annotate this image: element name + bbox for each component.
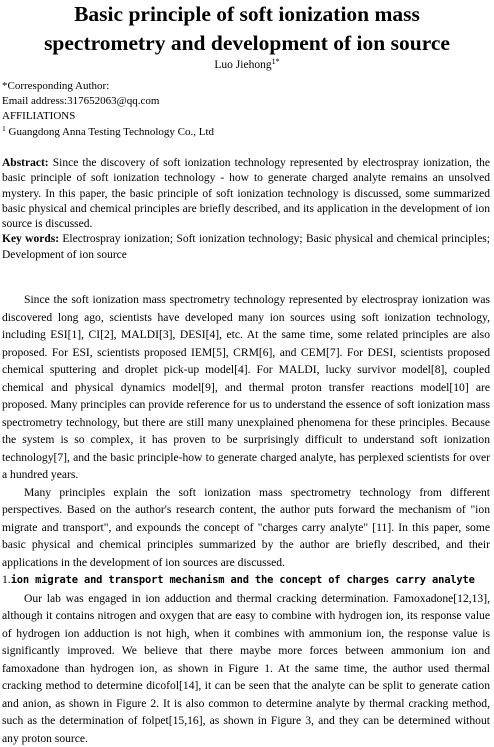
corresponding-author: *Corresponding Author: [2, 79, 482, 94]
author-mark: 1* [272, 57, 280, 66]
abstract-label: Abstract: [2, 157, 49, 169]
paper-title-line-2: spectrometry and development of ion source [0, 29, 494, 58]
author-line [0, 58, 494, 73]
author-metadata [2, 79, 482, 140]
abstract-block [2, 156, 490, 263]
paper-title [0, 0, 494, 58]
affiliation-mark: 1 [2, 124, 6, 133]
affiliations-heading: AFFILIATIONS [2, 109, 482, 124]
paragraph-3: Our lab was engaged in ion adduction and thermal cracking determination. Famoxadone[12,13], although it contains nitrogen and oxygen that are easy to combine with hydrogen ion, its response value of hydrogen ion adduction is not high, when it combines with ammonium ion, the response value is significantly improved. We believe that there maybe more forces between ammonium ion and famoxadone than hydrogen ion, as shown in Figure 1. At the same time, the author used thermal cracking method to determine dicofol[14], it can be seen that the analyte can be split to generate cation and anion, as shown in Figure 2. It is also common to determine analyte by thermal cracking method, such as the determination of folpet[15,16], as shown in Figure 3, and they can be determined without any proton source. [2, 590, 490, 747]
keywords [2, 232, 490, 263]
affiliation-text: Guangdong Anna Testing Technology Co., Ltd [6, 126, 214, 138]
abstract [2, 156, 490, 232]
section-1-title: ion migrate and transport mechanism and the concept of charges carry analyte [11, 574, 475, 586]
paper-title-line-1: Basic principle of soft ionization mass [0, 0, 494, 29]
keywords-label: Key words: [2, 233, 59, 245]
email-address: Email address:317652063@qq.com [2, 94, 482, 109]
body-text [2, 291, 490, 747]
keywords-text: Electrospray ionization; Soft ionization technology; Basic physical and chemical principles; Development of ion source [2, 233, 490, 260]
paragraph-2: Many principles explain the soft ionization mass spectrometry technology from different perspectives. Based on the author's research content, the author puts forward the mechanism of "ion migrate and transport", and expounds the concept of "charges carry analyte" [11]. In this paper, some basic physical and chemical principles summarized by the author are briefly described, and their applications in the development of ion sources are discussed. [2, 484, 490, 572]
author-name: Luo Jiehong [214, 59, 271, 71]
section-1-heading [2, 571, 490, 590]
section-1-number: 1. [2, 573, 11, 586]
affiliation [2, 125, 482, 140]
paragraph-1: Since the soft ionization mass spectrometry technology represented by electrospray ionization was discovered long ago, scientists have developed many ion sources using soft ionization technology, including ESI[1], CI[2], MALDI[3], DESI[4], etc. At the same time, some related principles are also proposed. For ESI, scientists proposed IEM[5], CRM[6], and CEM[7]. For DESI, scientists proposed chemical sputtering and droplet pick-up model[4]. For MALDI, lucky survivor model[8], coupled chemical and physical dynamics model[9], and thermal proton transfer reactions model[10] are proposed. Many principles can provide reference for us to understand the essence of soft ionization mass spectrometry technology, but there are still many unexplained phenomena for these principles. Because the system is so complex, it has proven to be surprisingly difficult to understand soft ionization technology[7], and the basic principle-how to generate charged analyte, has perplexed scientists for over a hundred years. [2, 291, 490, 484]
abstract-text: Since the discovery of soft ionization technology represented by electrospray ionization, the basic principle of soft ionization technology - how to generate charged analyte remains an unsolved mystery. In this paper, the basic principle of soft ionization technology is discussed, some summarized basic physical and chemical principles are briefly described, and its application in the development of ion source is discussed. [2, 157, 490, 230]
